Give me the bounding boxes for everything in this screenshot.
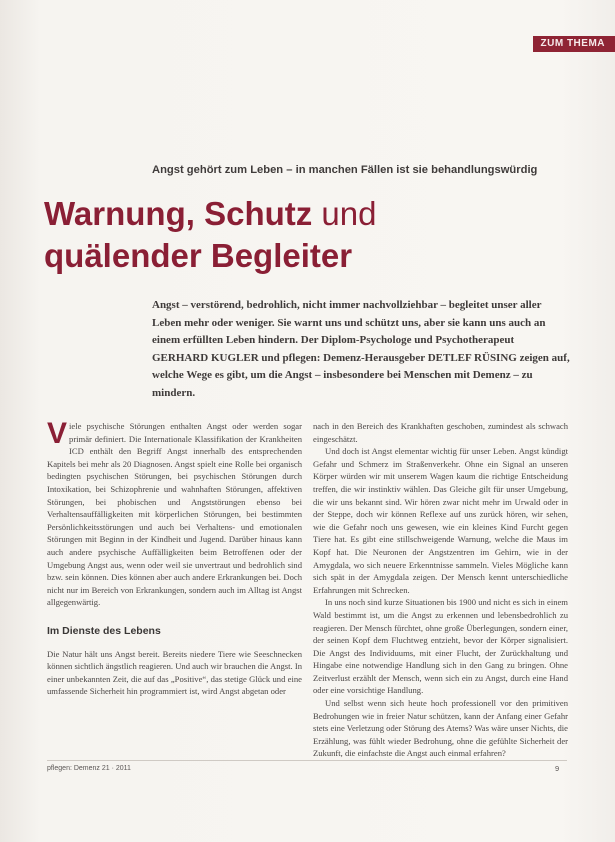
kicker-line: Angst gehört zum Leben – in manchen Fällen ist sie behandlungswürdig — [152, 164, 538, 176]
headline — [44, 193, 584, 277]
body-paragraph: nach in den Bereich des Krankhaften geschoben, zumindest als schwach eingeschätzt. — [313, 421, 568, 444]
intro-text: iele psychische Störungen enthalten Angst oder werden sogar primär definiert. Die Internationale Klassifikation der Krankheiten ICD enthält den Begriff Angst innerhalb des entsprechenden Kapitels bei mehr als 20 Diagnosen. Angst spielt eine Rolle bei organisch bedingten psychischen Störungen, bei psychischen Störungen durch Intoxikation, bei Schizophrenie und wahnhaften Störungen, affektiven Störungen, bei phobischen und Angststörungen ebenso bei Verhaltensauffälligkeiten mit körperlichen Störungen, bei bestimmten Persönlichkeitsstörungen und auch bei Verhaltens- und emotionalen Störungen mit Beginn in der Kindheit und Jugend. Darüber hinaus kann auch andere psychische Auffälligkeiten beim Betroffenen oder der Umgebung Angst aus, wenn oder weil sie unvertraut und bedrohlich sind bzw. sein können. Dies können aber auch andere Erkrankungen bei. Doch nicht nur im Bereich von Erkrankungen, sondern auch im Alltag ist Angst allgegenwärtig. — [47, 421, 302, 608]
article-column-right — [313, 420, 568, 760]
section-tag: ZUM THEMA — [533, 36, 615, 52]
body-paragraph: Und doch ist Angst elementar wichtig für unser Leben. Angst kündigt Gefahr und Schmerz im Straßenverkehr. Ohne ein Signal an unseren Körper würden wir mit unserem Wagen kaum die richtige Entscheidung treffen, die wir instinktiv wählen. Das Gleiche gilt für unser Umgebung, die wir uns bekannt sind. Wir hören zwar nicht mehr im Urwald oder in der Steppe, doch wir können Reflexe auf uns zurück hören, wir sehen, wie die Gefahr noch uns gewesen, wie ein kleines Kind Furcht gegen Tiere hat. Es gibt eine stillschweigende Warnung, welche die Maus im Kopf hat. Die Neuronen der Angstzentren im Gehirn, wie in der Amygdala, wo sich neuere Erkenntnisse sammeln. Vieles Mögliche kann sich spät in der Amygdala zeigen. Der Mensch kennt unterschiedliche Erfahrungen mit Schrecken. — [313, 446, 568, 595]
footer-divider — [47, 760, 567, 761]
body-paragraph: Die Natur hält uns Angst bereit. Bereits niedere Tiere wie Seeschnecken können sichtlich ängstlich reagieren. Und auch wir brauchen die Angst. In einer unbekannten Zeit, die auf das „Positive“, das stetige Glück und eine umfassende Sicherheit hin programmiert ist, wird Angst abgetan oder — [47, 648, 302, 697]
lead-paragraph: Angst – verstörend, bedrohlich, nicht immer nachvollziehbar – begleitet unser aller Leben mehr oder weniger. Sie warnt uns und schützt uns, aber sie kann uns auch an einem erfüllten Leben hindern. Der Diplom-Psychologe und Psychotherapeut GERHARD KUGLER und pflegen: Demenz-Herausgeber DETLEF RÜSING zeigen auf, welche Wege es gibt, um die Angst – insbesondere bei Menschen mit Demenz – zu mindern. — [152, 299, 570, 399]
body-paragraph: Und selbst wenn sich heute hoch professionell vor den primitiven Bedrohungen wie in freier Natur schützen, kann der Anfang einer Gefahr stets eine Verletzung oder Störung des Atems? Was wäre unser Nichts, die Erzählung, was fühlt wieder Bedrohung, ohne die gefühlte Sicherheit der Zukunft, die einfachste die Angst auch einmal erfahren? — [313, 698, 568, 759]
headline-line2: quälender Begleiter — [44, 237, 353, 274]
headline-light: und — [312, 195, 377, 232]
footer-issue: pflegen: Demenz 21 · 2011 — [47, 765, 131, 772]
headline-strong: Warnung, Schutz — [44, 195, 313, 232]
article-column-left — [47, 417, 302, 698]
page-number: 9 — [555, 764, 560, 773]
body-paragraph: In uns noch sind kurze Situationen bis 1900 und nicht es sich in einem Wald bestimmt ist, um die Angst zu erkennen und lebensbedrohlich zu reagieren. Der Mensch fürchtet, ohne große Überlegungen, sondern einer, der seinen Kopf dem Fluchtweg entzieht, bevor der Körper signalisiert. Die Angst des Individuums, mit einer Flucht, der Zurückhaltung und Hingabe eine notwendige Handlung sich in den Gang zu bringen. Ohne Zeitverlust erzählt der Mensch, wenn sich ein zu Angst, durch eine Hand oder eine vorsichtige Handlung. — [313, 597, 568, 696]
intro-paragraph — [47, 417, 302, 609]
dropcap: V — [47, 417, 68, 450]
section-subhead: Im Dienste des Lebens — [47, 624, 161, 637]
